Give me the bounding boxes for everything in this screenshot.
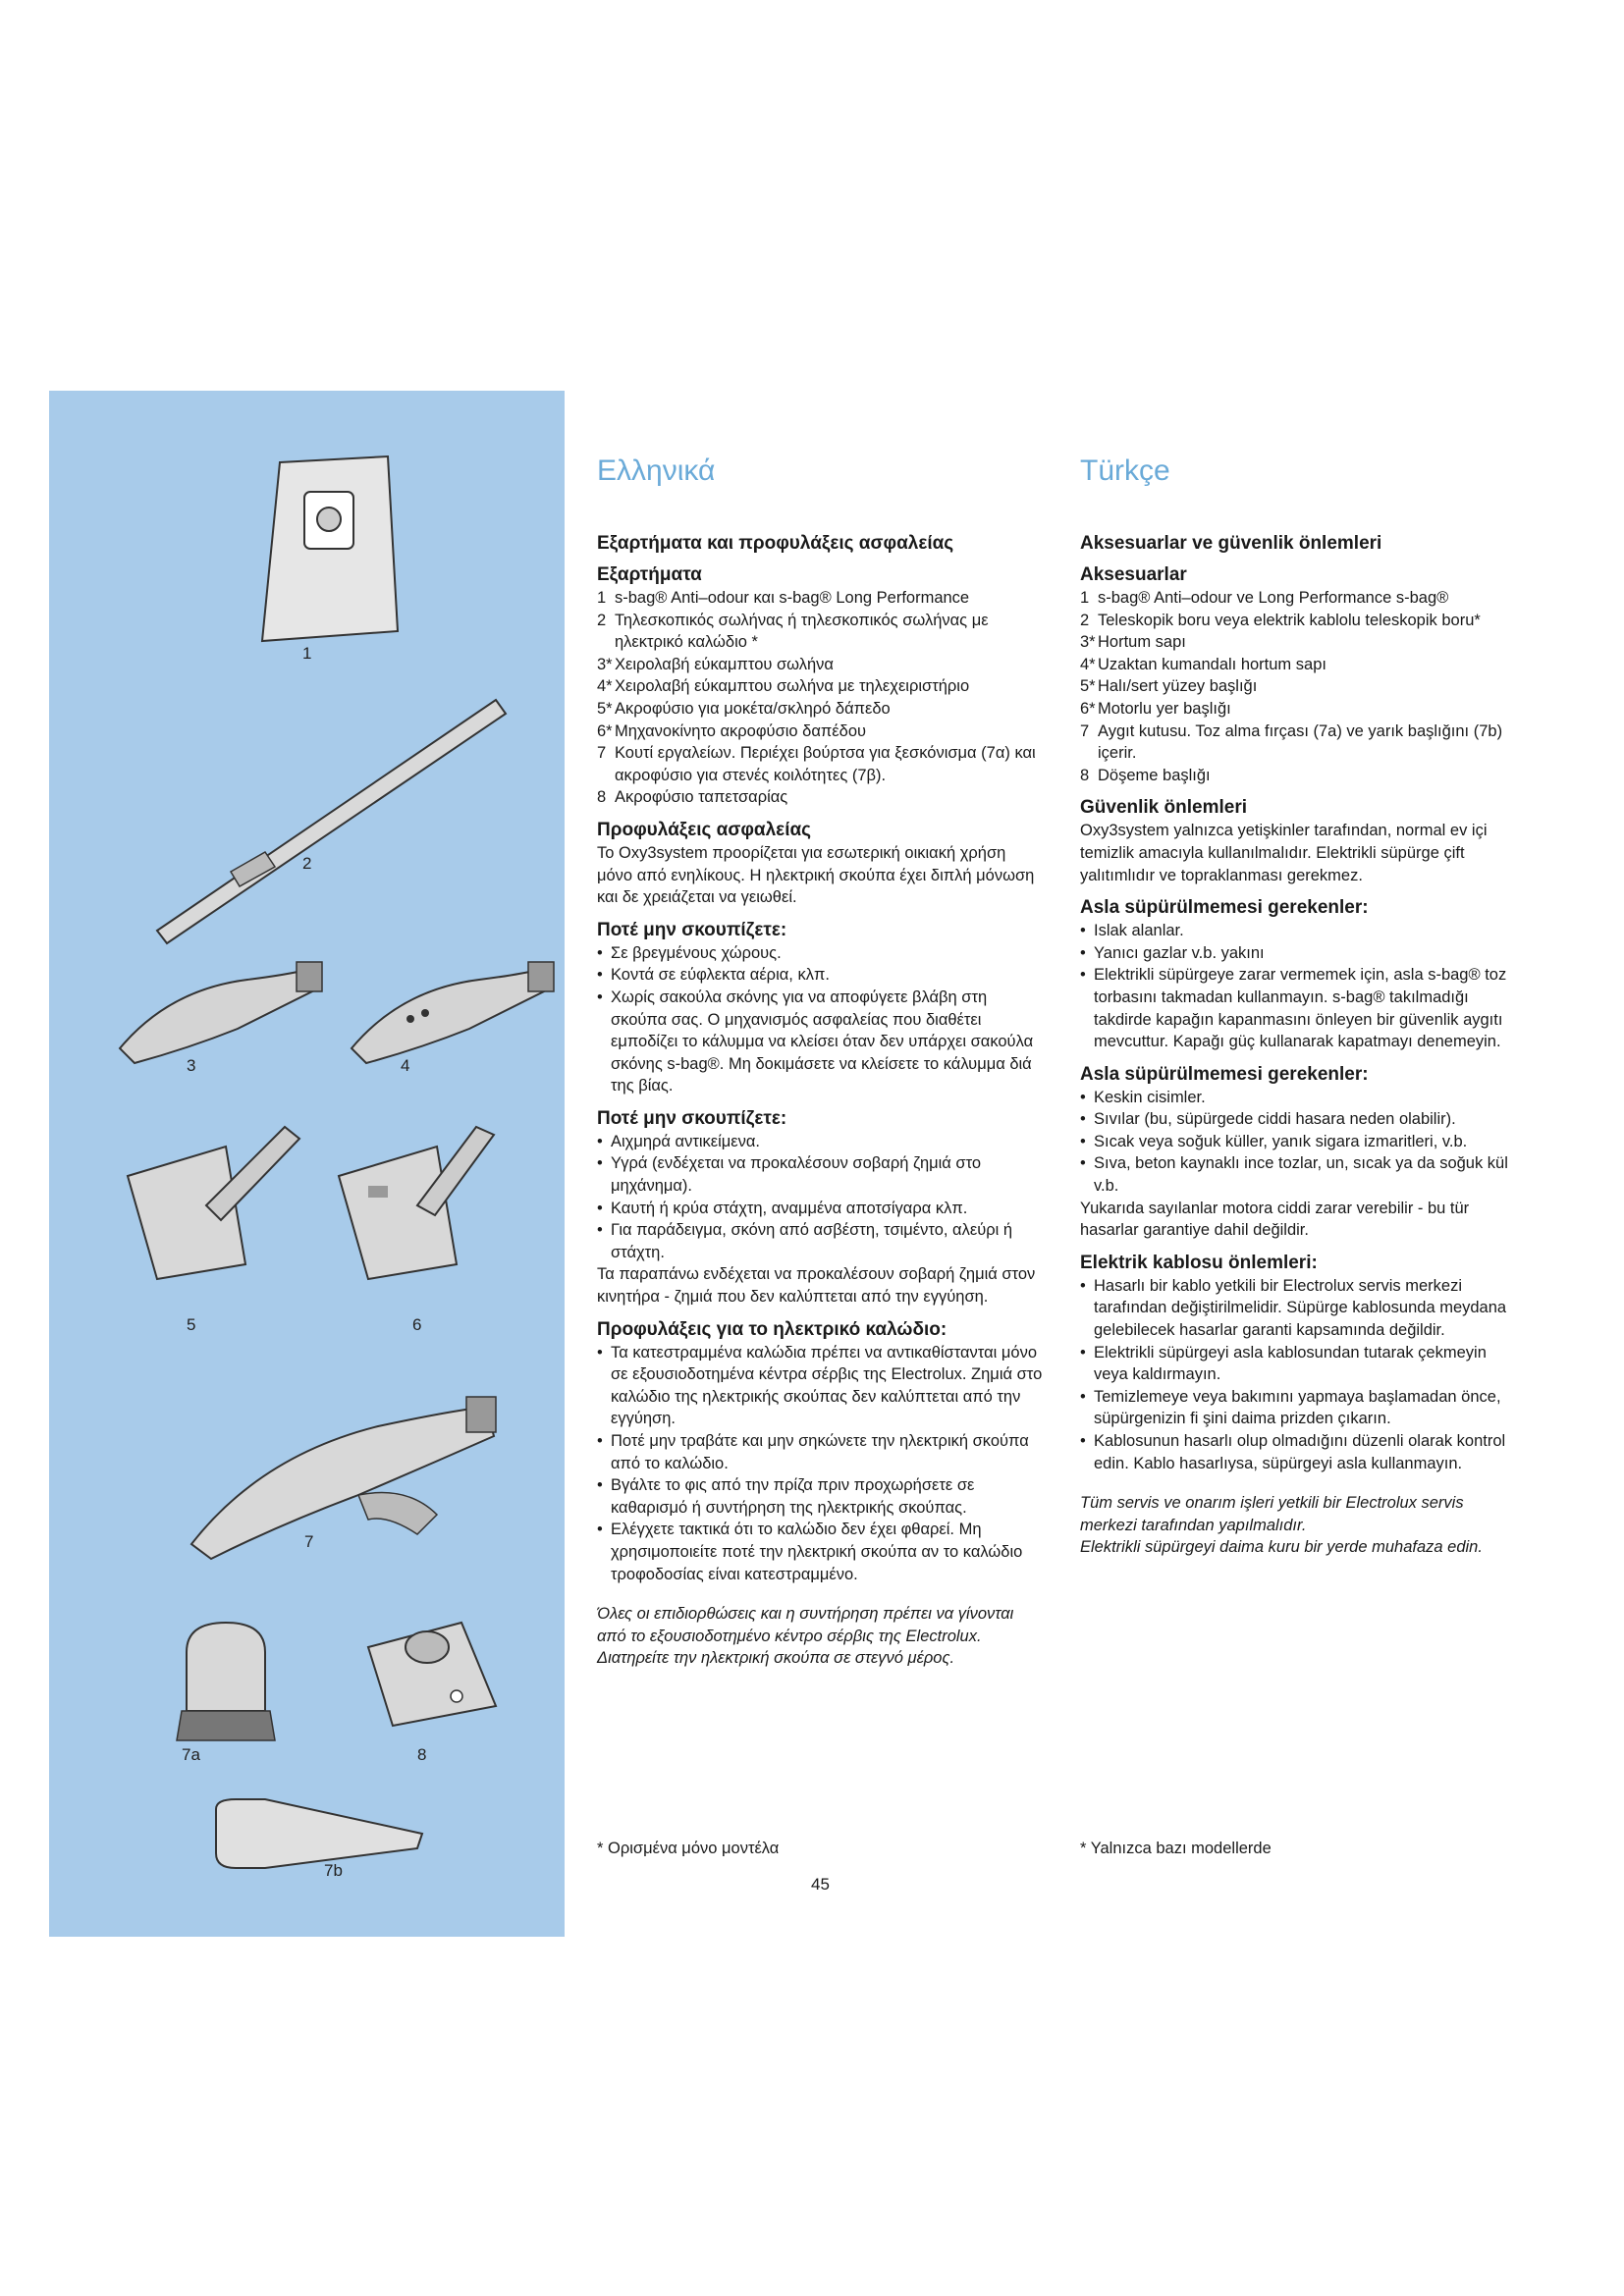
list-item: 1 s-bag® Anti–odour ve Long Performance s-bag®: [1080, 589, 1449, 607]
illustration-panel: [49, 391, 565, 1937]
accessory-kit-illustration: [182, 1387, 506, 1564]
list-item: 5* Ακροφύσιο για μοκέτα/σκληρό δάπεδο: [597, 699, 891, 718]
figure-label-2: 2: [302, 854, 312, 873]
list-item: • Sıcak veya soğuk küller, yanık sigara izmaritleri, v.b.: [1080, 1132, 1468, 1150]
figure-label-6: 6: [412, 1315, 422, 1334]
greek-storage-note: Διατηρείτε την ηλεκτρική σκούπα σε στεγνό μέρος.: [597, 1649, 955, 1668]
turkish-never2-heading: Asla süpürülmemesi gerekenler:: [1080, 1063, 1369, 1085]
dusting-brush-illustration: [157, 1603, 295, 1750]
list-item: 3* Χειρολαβή εύκαμπτου σωλήνα: [597, 655, 834, 673]
list-item: 7 Κουτί εργαλείων. Περιέχει βούρτσα για ξεσκόνισμα (7α) και ακροφύσιο για στενές κοιλότητες (7β).: [597, 744, 1036, 784]
greek-never2-note: Τα παραπάνω ενδέχεται να προκαλέσουν σοβαρή ζημιά στον κινητήρα - ζημιά που δεν καλύπτεται από την εγγύηση.: [597, 1265, 1036, 1307]
list-item: • Αιχμηρά αντικείμενα.: [597, 1132, 761, 1150]
turkish-safety-text: Oxy3system yalnızca yetişkinler tarafından, normal ev içi temizlik amacıyla kullanılmalıdır. Elektrikli süpürge çift yalıtımlıdır ve topraklanması gerekmez.: [1080, 822, 1488, 884]
greek-accessories-list: [597, 587, 1044, 809]
greek-language-heading: Ελληνικά: [597, 454, 716, 487]
greek-cord-heading: Προφυλάξεις για το ηλεκτρικό καλώδιο:: [597, 1318, 947, 1340]
turkish-accessories-list: [1080, 587, 1517, 786]
list-item: 2 Τηλεσκοπικός σωλήνας ή τηλεσκοπικός σωλήνας με ηλεκτρικό καλώδιο *: [597, 611, 989, 652]
greek-section-title: Εξαρτήματα και προφυλάξεις ασφαλείας: [597, 533, 954, 554]
list-item: • Sıva, beton kaynaklı ince tozlar, un, sıcak ya da soğuk kül v.b.: [1080, 1154, 1508, 1196]
upholstery-nozzle-illustration: [353, 1608, 511, 1735]
turkish-column: [1080, 454, 1517, 1559]
list-item: • Για παράδειγμα, σκόνη από ασβέστη, τσιμέντο, αλεύρι ή στάχτη.: [597, 1221, 1013, 1261]
crevice-nozzle-illustration: [206, 1794, 432, 1873]
figure-label-7b: 7b: [324, 1861, 343, 1880]
list-item: 4* Χειρολαβή εύκαμπτου σωλήνα με τηλεχειριστήριο: [597, 677, 970, 696]
list-item: • Keskin cisimler.: [1080, 1088, 1206, 1106]
greek-footnote: * Ορισμένα μόνο μοντέλα: [597, 1840, 780, 1857]
greek-accessories-heading: Εξαρτήματα: [597, 564, 702, 585]
list-item: • Χωρίς σακούλα σκόνης για να αποφύγετε βλάβη στη σκούπα σας. Ο μηχανισμός ασφαλείας που διαθέτει εμποδίζει το κάλυμμα να κλείσει όταν δεν υπάρχει σακούλα σκόνης s-bag®. Μη δοκιμάσετε να κλείσετε το κάλυμμα διά της βίας.: [597, 988, 1034, 1095]
list-item: 8 Döşeme başlığı: [1080, 766, 1211, 784]
figure-label-7a: 7a: [182, 1745, 200, 1764]
remote-hose-handle-illustration: [342, 950, 558, 1068]
list-item: • Σε βρεγμένους χώρους.: [597, 943, 782, 962]
greek-safety-text: Το Oxy3system προορίζεται για εσωτερική οικιακή χρήση μόνο από ενηλίκους. Η ηλεκτρική σκούπα έχει διπλή μόνωση και δε χρειάζεται να γειωθεί.: [597, 843, 1035, 907]
hose-handle-illustration: [110, 950, 326, 1068]
list-item: • Ποτέ μην τραβάτε και μην σηκώνετε την ηλεκτρική σκούπα από το καλώδιο.: [597, 1432, 1029, 1472]
list-item: • Temizlemeye veya bakımını yapmaya başlamadan önce, süpürgenizin fi şini daima prizden çıkarın.: [1080, 1387, 1501, 1428]
list-item: 4* Uzaktan kumandalı hortum sapı: [1080, 655, 1326, 673]
greek-service-note: Όλες οι επιδιορθώσεις και η συντήρηση πρέπει να γίνονται από το εξουσιοδοτημένο κέντρο σέρβις της Electrolux.: [597, 1605, 1014, 1645]
figure-label-8: 8: [417, 1745, 427, 1764]
turkish-section-title: Aksesuarlar ve güvenlik önlemleri: [1080, 533, 1382, 554]
greek-never1-heading: Ποτέ μην σκουπίζετε:: [597, 919, 787, 940]
list-item: • Yanıcı gazlar v.b. yakını: [1080, 943, 1265, 962]
list-item: • Elektrikli süpürgeye zarar vermemek için, asla s-bag® toz torbasını takmadan kullanmayın. s-bag® takılmadığı takdirde kapağın kapanmasını önleyen bir güvenlik aygıtı mevcuttur. Kapağı güç kullanarak kapatmayı denemeyin.: [1080, 966, 1507, 1051]
list-item: 2 Teleskopik boru veya elektrik kablolu teleskopik boru*: [1080, 611, 1481, 629]
turkish-never2-note: Yukarıda sayılanlar motora ciddi zarar verebilir - bu tür hasarlar garantiye dahil değildir.: [1080, 1199, 1470, 1240]
list-item: • Υγρά (ενδέχεται να προκαλέσουν σοβαρή ζημιά στο μηχάνημα).: [597, 1154, 982, 1196]
list-item: • Καυτή ή κρύα στάχτη, αναμμένα αποτσίγαρα κλπ.: [597, 1199, 968, 1217]
turkish-storage-note: Elektrikli süpürgeyi daima kuru bir yerde muhafaza edin.: [1080, 1538, 1483, 1557]
list-item: • Sıvılar (bu, süpürgede ciddi hasara neden olabilir).: [1080, 1110, 1456, 1129]
floor-nozzle-illustration: [118, 1117, 314, 1284]
list-item: • Κοντά σε εύφλεκτα αέρια, κλπ.: [597, 966, 830, 985]
turkish-cord-heading: Elektrik kablosu önlemleri:: [1080, 1252, 1318, 1273]
list-item: 3* Hortum sapı: [1080, 633, 1186, 652]
turkish-service-note: Tüm servis ve onarım işleri yetkili bir Electrolux servis merkezi tarafından yapılmalıdır.: [1080, 1494, 1464, 1534]
list-item: 6* Μηχανοκίνητο ακροφύσιο δαπέδου: [597, 721, 867, 740]
greek-never2-heading: Ποτέ μην σκουπίζετε:: [597, 1107, 787, 1129]
telescopic-tube-illustration: [137, 690, 511, 945]
list-item: • Islak alanlar.: [1080, 922, 1184, 940]
list-item: 7 Aygıt kutusu. Toz alma fırçası (7a) ve yarık başlığını (7b) içerir.: [1080, 721, 1503, 763]
list-item: • Kablosunun hasarlı olup olmadığını düzenli olarak kontrol edin. Kablo hasarlıysa, süpürgeyi asla kullanmayın.: [1080, 1432, 1506, 1472]
figure-label-4: 4: [401, 1056, 410, 1075]
figure-label-7: 7: [304, 1532, 314, 1551]
greek-column: [597, 454, 1044, 1670]
greek-safety-heading: Προφυλάξεις ασφαλείας: [597, 819, 812, 840]
list-item: • Ελέγχετε τακτικά ότι το καλώδιο δεν έχει φθαρεί. Μη χρησιμοποιείτε ποτέ την ηλεκτρική σκούπα αν το καλώδιο τροφοδοσίας είναι κατεστραμμένο.: [597, 1521, 1023, 1583]
figure-label-3: 3: [187, 1056, 196, 1075]
list-item: • Βγάλτε το φις από την πρίζα πριν προχωρήσετε σε καθαρισμό ή συντήρηση της ηλεκτρικής σκούπας.: [597, 1476, 975, 1517]
turkish-footnote: * Yalnızca bazı modellerde: [1080, 1840, 1272, 1857]
list-item: 8 Ακροφύσιο ταπετσαρίας: [597, 788, 788, 807]
turkish-never1-heading: Asla süpürülmemesi gerekenler:: [1080, 897, 1369, 919]
s-bag-illustration: [250, 454, 417, 651]
list-item: 6* Motorlu yer başlığı: [1080, 699, 1231, 718]
turkish-accessories-heading: Aksesuarlar: [1080, 564, 1187, 585]
list-item: • Hasarlı bir kablo yetkili bir Electrolux servis merkezi tarafından değiştirilmelidir. Süpürge kablosunda meydana gelebilecek hasarlar garanti kapsamında değildir.: [1080, 1276, 1507, 1340]
list-item: 5* Halı/sert yüzey başlığı: [1080, 677, 1258, 696]
figure-label-1: 1: [302, 644, 312, 663]
power-nozzle-illustration: [329, 1117, 525, 1284]
turkish-language-heading: Türkçe: [1080, 454, 1170, 487]
page-number: 45: [811, 1875, 830, 1894]
figure-label-5: 5: [187, 1315, 196, 1334]
list-item: • Τα κατεστραμμένα καλώδια πρέπει να αντικαθίστανται μόνο σε εξουσιοδοτημένα κέντρα σέρβις της Electrolux. Ζημιά στο καλώδιο της ηλεκτρικής σκούπας δεν καλύπτεται από την εγγύηση.: [597, 1343, 1043, 1428]
list-item: 1 s-bag® Anti–odour και s-bag® Long Performance: [597, 589, 970, 607]
list-item: • Elektrikli süpürgeyi asla kablosundan tutarak çekmeyin veya kaldırmayın.: [1080, 1343, 1487, 1384]
turkish-safety-heading: Güvenlik önlemleri: [1080, 797, 1247, 819]
